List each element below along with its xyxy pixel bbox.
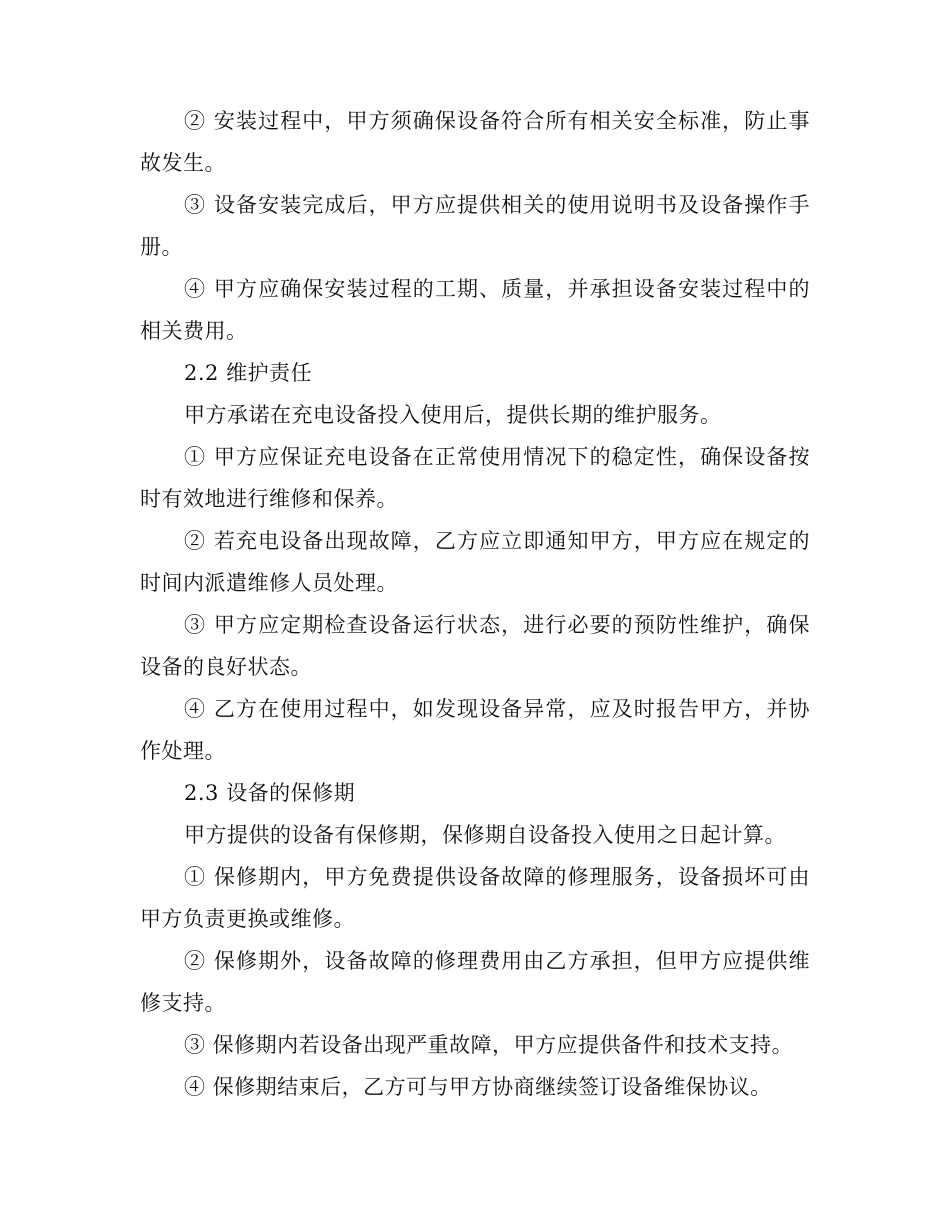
paragraph-install-cost: ④ 甲方应确保安装过程的工期、质量，并承担设备安装过程中的相关费用。 [140,277,810,343]
document-body [140,100,810,1108]
paragraph-warranty-intro: 甲方提供的设备有保修期，保修期自设备投入使用之日起计算。 [184,823,786,847]
paragraph-install-safety: ② 安装过程中，甲方须确保设备符合所有相关安全标准，防止事故发生。 [140,109,810,175]
section-heading-warranty: 2.3 设备的保修期 [184,781,356,805]
paragraph-warranty-out-period: ② 保修期外，设备故障的修理费用由乙方承担，但甲方应提供维修支持。 [140,949,810,1015]
paragraph-warranty-renewal: ④ 保修期结束后，乙方可与甲方协商继续签订设备维保协议。 [184,1075,772,1099]
paragraph-maintenance-report: ④ 乙方在使用过程中，如发现设备异常，应及时报告甲方，并协作处理。 [140,697,810,763]
paragraph-install-manual: ③ 设备安装完成后，甲方应提供相关的使用说明书及设备操作手册。 [140,193,810,259]
paragraph-maintenance-intro: 甲方承诺在充电设备投入使用后，提供长期的维护服务。 [184,403,722,427]
paragraph-maintenance-inspection: ③ 甲方应定期检查设备运行状态，进行必要的预防性维护，确保设备的良好状态。 [140,613,810,679]
paragraph-maintenance-stability: ① 甲方应保证充电设备在正常使用情况下的稳定性，确保设备按时有效地进行维修和保养。 [140,445,810,511]
section-heading-maintenance: 2.2 维护责任 [184,361,313,385]
paragraph-warranty-serious-fault: ③ 保修期内若设备出现严重故障，甲方应提供备件和技术支持。 [184,1033,794,1057]
paragraph-maintenance-fault: ② 若充电设备出现故障，乙方应立即通知甲方，甲方应在规定的时间内派遣维修人员处理。 [140,529,810,595]
paragraph-warranty-in-period: ① 保修期内，甲方免费提供设备故障的修理服务，设备损坏可由甲方负责更换或维修。 [140,865,810,931]
